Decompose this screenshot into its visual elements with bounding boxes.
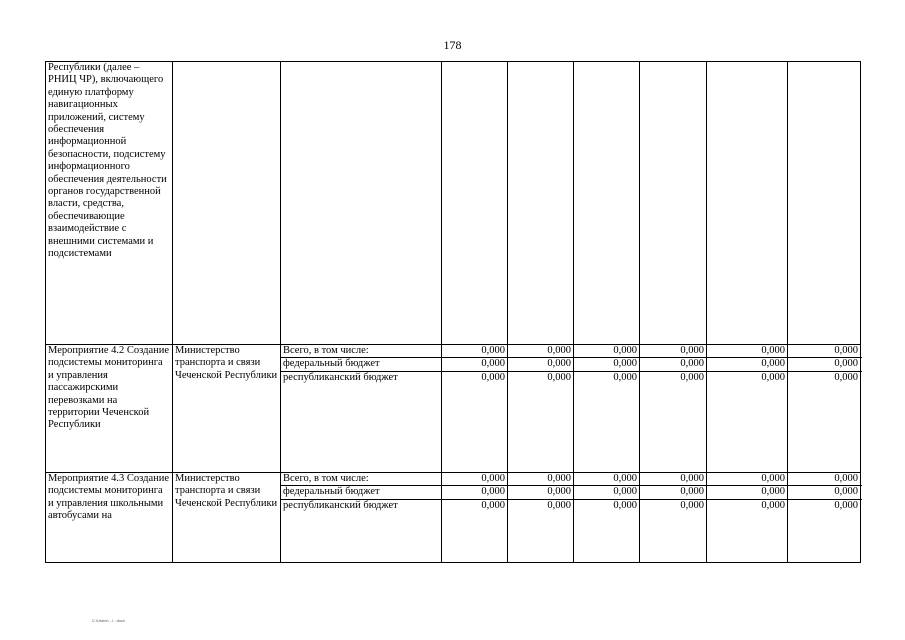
executor-cell: Министерство транспорта и связи Чеченской Республики	[173, 473, 281, 563]
value-federal: 0,000	[442, 358, 509, 371]
value-cell	[788, 473, 861, 563]
value-total: 0,000	[707, 345, 789, 358]
source-federal: федеральный бюджет	[281, 486, 441, 499]
value-republic: 0,000	[680, 371, 704, 383]
empty-cell	[173, 62, 281, 345]
value-republic: 0,000	[613, 499, 637, 511]
empty-cell	[640, 62, 707, 345]
value-cell	[508, 473, 574, 563]
footer-file-path: С:\Users\...\...docx	[92, 618, 125, 623]
value-republic: 0,000	[761, 371, 785, 383]
value-federal: 0,000	[574, 358, 641, 371]
source-total: Всего, в том числе:	[281, 473, 441, 486]
value-total: 0,000	[442, 345, 509, 358]
value-cell	[574, 473, 640, 563]
empty-cell	[788, 62, 861, 345]
empty-cell	[442, 62, 508, 345]
value-cell	[640, 345, 707, 473]
value-cell	[442, 345, 508, 473]
value-cell	[574, 345, 640, 473]
value-cell	[640, 473, 707, 563]
value-federal: 0,000	[574, 486, 641, 499]
event-cell: Мероприятие 4.3 Создание подсистемы мониторинга и управления школьными автобусами на	[46, 473, 173, 563]
value-republic: 0,000	[547, 371, 571, 383]
value-federal: 0,000	[442, 486, 509, 499]
value-federal: 0,000	[640, 486, 708, 499]
value-cell	[707, 473, 788, 563]
value-total: 0,000	[574, 473, 641, 486]
value-total: 0,000	[508, 345, 575, 358]
value-republic: 0,000	[481, 371, 505, 383]
value-federal: 0,000	[788, 358, 862, 371]
value-cell	[788, 345, 861, 473]
empty-cell	[574, 62, 640, 345]
value-total: 0,000	[640, 345, 708, 358]
value-republic: 0,000	[547, 499, 571, 511]
value-federal: 0,000	[508, 486, 575, 499]
value-total: 0,000	[508, 473, 575, 486]
source-federal: федеральный бюджет	[281, 358, 441, 371]
value-republic: 0,000	[834, 499, 858, 511]
page-number: 178	[443, 38, 462, 52]
value-republic: 0,000	[834, 371, 858, 383]
table-row	[46, 345, 861, 473]
value-federal: 0,000	[640, 358, 708, 371]
value-republic: 0,000	[481, 499, 505, 511]
value-republic: 0,000	[680, 499, 704, 511]
value-cell	[442, 473, 508, 563]
budget-table	[45, 61, 861, 563]
value-republic: 0,000	[613, 371, 637, 383]
value-federal: 0,000	[788, 486, 862, 499]
empty-cell	[281, 62, 442, 345]
source-cell	[281, 473, 442, 563]
source-total: Всего, в том числе:	[281, 345, 441, 358]
value-federal: 0,000	[707, 486, 789, 499]
value-total: 0,000	[788, 345, 862, 358]
continued-event-cell: Республики (далее – РНИЦ ЧР), включающего единую платформу навигационных приложений, систему обеспечения информационной безопасности, подсистему информационного обеспечения деятельности органов государственной власти, средства, обеспечивающие взаимодействие с внешними системами и подсистемами	[46, 62, 173, 345]
empty-cell	[707, 62, 788, 345]
value-total: 0,000	[640, 473, 708, 486]
table-row	[46, 473, 861, 563]
source-republic: республиканский бюджет	[283, 499, 398, 511]
empty-cell	[508, 62, 574, 345]
value-total: 0,000	[788, 473, 862, 486]
source-republic: республиканский бюджет	[283, 371, 398, 383]
value-cell	[508, 345, 574, 473]
event-cell: Мероприятие 4.2 Создание подсистемы мониторинга и управления пассажирскими перевозками на территории Чеченской Республики	[46, 345, 173, 473]
value-republic: 0,000	[761, 499, 785, 511]
table-row-continued	[46, 62, 861, 345]
value-cell	[707, 345, 788, 473]
value-total: 0,000	[707, 473, 789, 486]
value-federal: 0,000	[707, 358, 789, 371]
value-total: 0,000	[574, 345, 641, 358]
executor-cell: Министерство транспорта и связи Чеченской Республики	[173, 345, 281, 473]
source-cell	[281, 345, 442, 473]
value-total: 0,000	[442, 473, 509, 486]
value-federal: 0,000	[508, 358, 575, 371]
